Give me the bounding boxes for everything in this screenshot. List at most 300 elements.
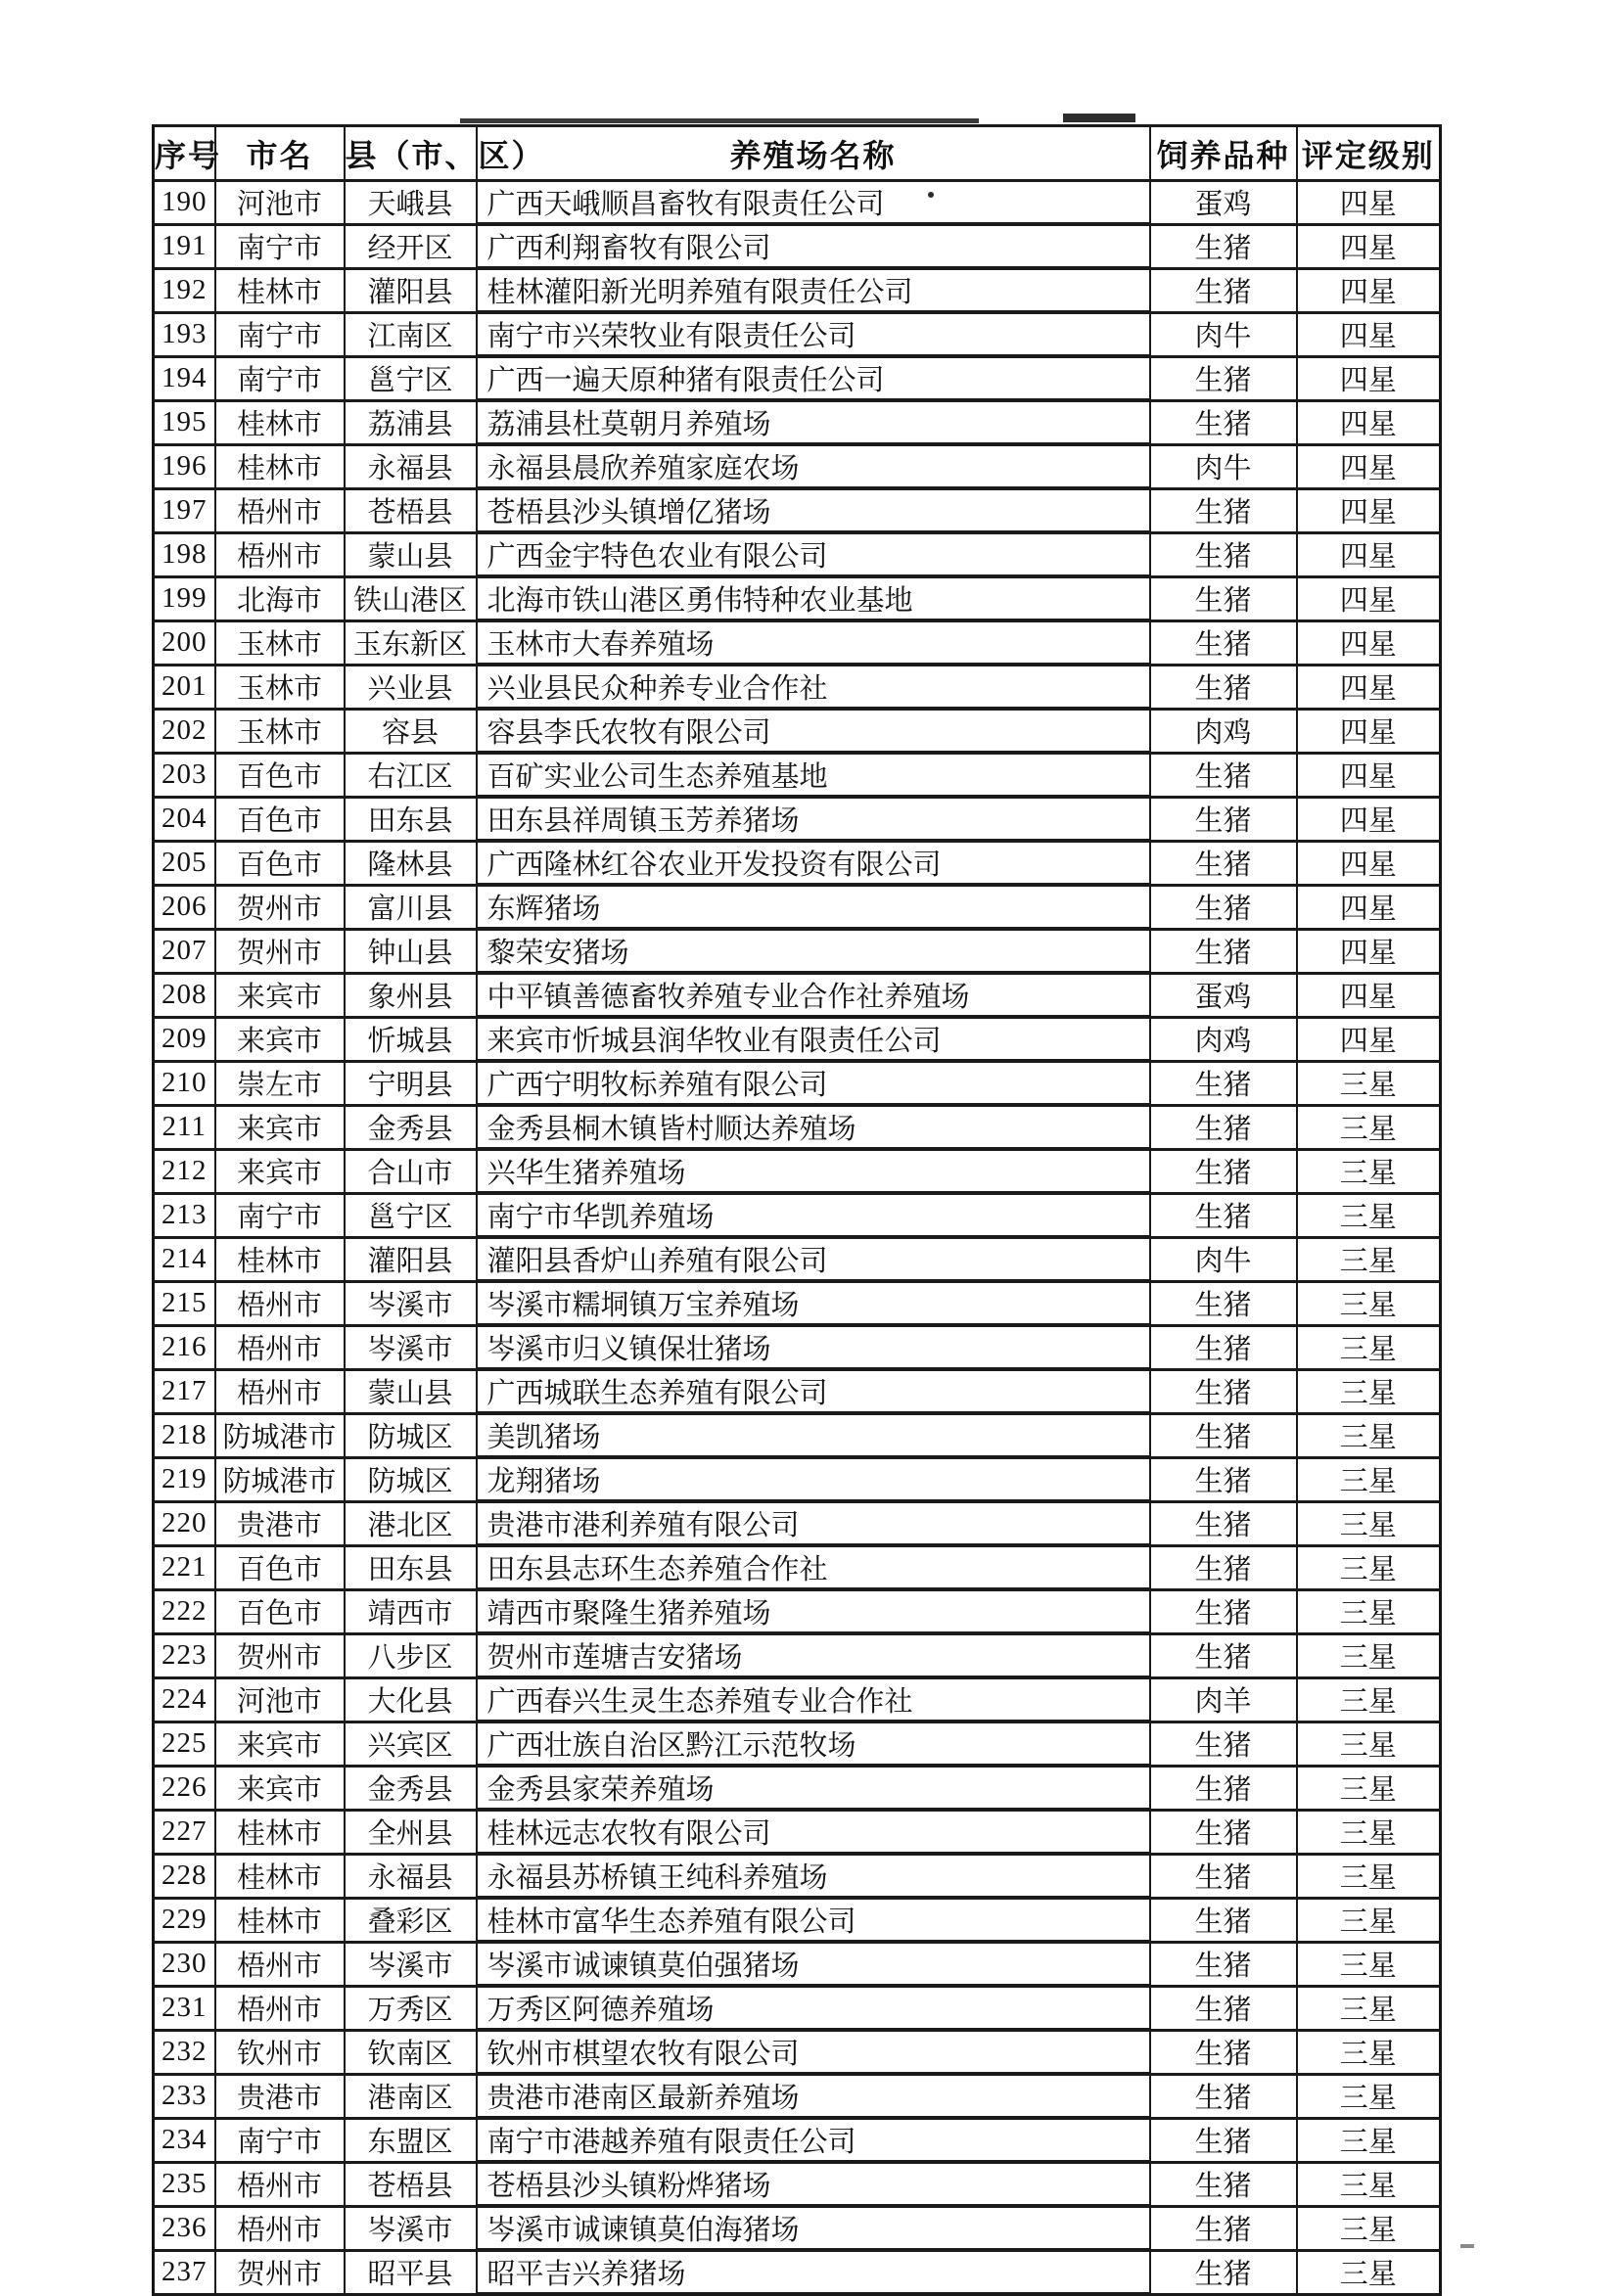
county-district-cell: 江南区 — [345, 312, 477, 356]
table-row — [154, 532, 1441, 576]
farm-name-cell: 广西金宇特色农业有限公司 — [477, 532, 1150, 576]
farm-name-cell: 广西利翔畜牧有限公司 — [477, 224, 1150, 268]
farm-name-cell: 靖西市聚隆生猪养殖场 — [477, 1589, 1150, 1633]
county-district-cell: 岑溪市 — [345, 1325, 477, 1369]
farm-name-cell: 永福县晨欣养殖家庭农场 — [477, 444, 1150, 488]
county-district-cell: 隆林县 — [345, 841, 477, 885]
county-district-cell: 忻城县 — [345, 1017, 477, 1061]
farm-name-cell: 黎荣安猪场 — [477, 929, 1150, 973]
rating-level-cell: 四星 — [1297, 532, 1441, 576]
table-row — [154, 2030, 1441, 2074]
county-district-cell: 岑溪市 — [345, 1942, 477, 1986]
table-row — [154, 400, 1441, 444]
breed-cell: 生猪 — [1150, 1942, 1297, 1986]
farm-name-cell: 美凯猪场 — [477, 1413, 1150, 1457]
scan-artifact-bottom-mark — [1460, 2244, 1474, 2248]
farm-name-cell: 田东县祥周镇玉芳养猪场 — [477, 797, 1150, 841]
sequence-number-cell: 223 — [154, 1633, 215, 1677]
breed-cell: 生猪 — [1150, 841, 1297, 885]
city-cell: 梧州市 — [215, 1325, 345, 1369]
farm-name-cell: 金秀县家荣养殖场 — [477, 1766, 1150, 1810]
county-district-cell: 经开区 — [345, 224, 477, 268]
city-cell: 钦州市 — [215, 2030, 345, 2074]
county-district-cell: 昭平县 — [345, 2250, 477, 2294]
farm-name-cell: 中平镇善德畜牧养殖专业合作社养殖场 — [477, 973, 1150, 1017]
county-district-cell: 象州县 — [345, 973, 477, 1017]
county-district-cell: 合山市 — [345, 1149, 477, 1193]
county-district-cell: 富川县 — [345, 885, 477, 929]
farm-name-cell: 永福县苏桥镇王纯科养殖场 — [477, 1854, 1150, 1898]
county-district-cell: 岑溪市 — [345, 2206, 477, 2250]
sequence-number-cell: 204 — [154, 797, 215, 841]
table-row — [154, 1766, 1441, 1810]
county-district-cell: 大化县 — [345, 1677, 477, 1722]
table-row — [154, 929, 1441, 973]
sequence-number-cell: 213 — [154, 1193, 215, 1237]
farm-name-cell: 岑溪市诚谏镇莫伯强猪场 — [477, 1942, 1150, 1986]
sequence-number-cell: 237 — [154, 2250, 215, 2294]
rating-level-cell: 三星 — [1297, 1281, 1441, 1325]
city-cell: 桂林市 — [215, 268, 345, 312]
breed-cell: 生猪 — [1150, 1545, 1297, 1589]
breed-cell: 生猪 — [1150, 532, 1297, 576]
rating-level-cell: 四星 — [1297, 885, 1441, 929]
table-row — [154, 1325, 1441, 1369]
sequence-number-cell: 190 — [154, 181, 215, 225]
table-row — [154, 1105, 1441, 1149]
breed-cell: 生猪 — [1150, 929, 1297, 973]
city-cell: 防城港市 — [215, 1413, 345, 1457]
rating-level-cell: 三星 — [1297, 1061, 1441, 1105]
city-cell: 梧州市 — [215, 1942, 345, 1986]
header-sequence-number: 序号 — [154, 126, 215, 181]
city-cell: 贺州市 — [215, 1633, 345, 1677]
rating-level-cell: 三星 — [1297, 1986, 1441, 2030]
city-cell: 百色市 — [215, 1545, 345, 1589]
rating-level-cell: 三星 — [1297, 1501, 1441, 1545]
farm-name-cell: 田东县志环生态养殖合作社 — [477, 1545, 1150, 1589]
county-district-cell: 天峨县 — [345, 181, 477, 225]
breed-cell: 生猪 — [1150, 1633, 1297, 1677]
breed-cell: 生猪 — [1150, 268, 1297, 312]
rating-level-cell: 四星 — [1297, 224, 1441, 268]
rating-level-cell: 四星 — [1297, 841, 1441, 885]
farm-name-cell: 桂林远志农牧有限公司 — [477, 1810, 1150, 1854]
breed-cell: 肉牛 — [1150, 444, 1297, 488]
breed-cell: 生猪 — [1150, 1193, 1297, 1237]
farm-name-cell: 南宁市华凯养殖场 — [477, 1193, 1150, 1237]
breed-cell: 生猪 — [1150, 2162, 1297, 2206]
breed-cell: 蛋鸡 — [1150, 973, 1297, 1017]
sequence-number-cell: 207 — [154, 929, 215, 973]
farm-name-cell: 东辉猪场 — [477, 885, 1150, 929]
farm-name-cell: 南宁市港越养殖有限责任公司 — [477, 2118, 1150, 2162]
city-cell: 梧州市 — [215, 2162, 345, 2206]
farm-name-cell: 兴业县民众种养专业合作社 — [477, 665, 1150, 709]
city-cell: 百色市 — [215, 841, 345, 885]
city-cell: 百色市 — [215, 753, 345, 797]
breed-cell: 生猪 — [1150, 1589, 1297, 1633]
breed-cell: 生猪 — [1150, 620, 1297, 665]
breed-cell: 生猪 — [1150, 1854, 1297, 1898]
sequence-number-cell: 197 — [154, 488, 215, 532]
farm-name-cell: 广西一遍天原种猪有限责任公司 — [477, 356, 1150, 400]
sequence-number-cell: 227 — [154, 1810, 215, 1854]
city-cell: 梧州市 — [215, 488, 345, 532]
breed-cell: 生猪 — [1150, 2250, 1297, 2294]
rating-level-cell: 四星 — [1297, 268, 1441, 312]
sequence-number-cell: 234 — [154, 2118, 215, 2162]
sequence-number-cell: 194 — [154, 356, 215, 400]
table-row — [154, 1722, 1441, 1766]
breed-cell: 生猪 — [1150, 1413, 1297, 1457]
farm-name-cell: 龙翔猪场 — [477, 1457, 1150, 1501]
sequence-number-cell: 193 — [154, 312, 215, 356]
farm-name-cell: 苍梧县沙头镇粉烨猪场 — [477, 2162, 1150, 2206]
city-cell: 来宾市 — [215, 1017, 345, 1061]
county-district-cell: 永福县 — [345, 1854, 477, 1898]
city-cell: 桂林市 — [215, 400, 345, 444]
header-county-district: 县（市、区） — [345, 126, 477, 181]
table-body — [154, 181, 1441, 2295]
farm-name-cell: 岑溪市诚谏镇莫伯海猪场 — [477, 2206, 1150, 2250]
table-row — [154, 488, 1441, 532]
farm-name-cell: 广西城联生态养殖有限公司 — [477, 1369, 1150, 1413]
city-cell: 贺州市 — [215, 929, 345, 973]
city-cell: 来宾市 — [215, 1149, 345, 1193]
sequence-number-cell: 196 — [154, 444, 215, 488]
rating-level-cell: 三星 — [1297, 1545, 1441, 1589]
city-cell: 百色市 — [215, 1589, 345, 1633]
table-row — [154, 709, 1441, 753]
breed-cell: 生猪 — [1150, 488, 1297, 532]
county-district-cell: 港南区 — [345, 2074, 477, 2118]
city-cell: 北海市 — [215, 576, 345, 620]
table-row — [154, 2250, 1441, 2294]
sequence-number-cell: 222 — [154, 1589, 215, 1633]
county-district-cell: 苍梧县 — [345, 2162, 477, 2206]
farm-name-cell: 万秀区阿德养殖场 — [477, 1986, 1150, 2030]
table-row — [154, 1810, 1441, 1854]
city-cell: 南宁市 — [215, 224, 345, 268]
county-district-cell: 灌阳县 — [345, 268, 477, 312]
farm-name-cell: 广西壮族自治区黔江示范牧场 — [477, 1722, 1150, 1766]
county-district-cell: 荔浦县 — [345, 400, 477, 444]
sequence-number-cell: 236 — [154, 2206, 215, 2250]
rating-level-cell: 三星 — [1297, 1105, 1441, 1149]
county-district-cell: 容县 — [345, 709, 477, 753]
county-district-cell: 灌阳县 — [345, 1237, 477, 1281]
table-row — [154, 1633, 1441, 1677]
city-cell: 河池市 — [215, 181, 345, 225]
breed-cell: 生猪 — [1150, 356, 1297, 400]
scan-artifact-dot — [928, 192, 934, 198]
breed-cell: 生猪 — [1150, 1898, 1297, 1942]
sequence-number-cell: 232 — [154, 2030, 215, 2074]
county-district-cell: 防城区 — [345, 1413, 477, 1457]
county-district-cell: 邕宁区 — [345, 356, 477, 400]
table-row — [154, 1986, 1441, 2030]
header-city: 市名 — [215, 126, 345, 181]
city-cell: 梧州市 — [215, 532, 345, 576]
farm-name-cell: 南宁市兴荣牧业有限责任公司 — [477, 312, 1150, 356]
breed-cell: 生猪 — [1150, 1149, 1297, 1193]
county-district-cell: 田东县 — [345, 1545, 477, 1589]
county-district-cell: 兴业县 — [345, 665, 477, 709]
rating-level-cell: 三星 — [1297, 1898, 1441, 1942]
table-row — [154, 1061, 1441, 1105]
farm-name-cell: 广西天峨顺昌畜牧有限责任公司 — [477, 181, 1150, 225]
county-district-cell: 靖西市 — [345, 1589, 477, 1633]
rating-level-cell: 三星 — [1297, 2250, 1441, 2294]
rating-level-cell: 三星 — [1297, 1677, 1441, 1722]
rating-level-cell: 四星 — [1297, 797, 1441, 841]
rating-level-cell: 三星 — [1297, 2206, 1441, 2250]
breed-cell: 生猪 — [1150, 1722, 1297, 1766]
sequence-number-cell: 233 — [154, 2074, 215, 2118]
sequence-number-cell: 214 — [154, 1237, 215, 1281]
breed-cell: 生猪 — [1150, 1457, 1297, 1501]
table-row — [154, 973, 1441, 1017]
table-row — [154, 797, 1441, 841]
rating-level-cell: 三星 — [1297, 1237, 1441, 1281]
breed-cell: 生猪 — [1150, 2030, 1297, 2074]
farm-name-cell: 岑溪市糯垌镇万宝养殖场 — [477, 1281, 1150, 1325]
county-district-cell: 全州县 — [345, 1810, 477, 1854]
rating-level-cell: 四星 — [1297, 665, 1441, 709]
farm-name-cell: 广西隆林红谷农业开发投资有限公司 — [477, 841, 1150, 885]
county-district-cell: 蒙山县 — [345, 1369, 477, 1413]
city-cell: 桂林市 — [215, 1854, 345, 1898]
county-district-cell: 宁明县 — [345, 1061, 477, 1105]
table-row — [154, 1017, 1441, 1061]
table-row — [154, 2118, 1441, 2162]
sequence-number-cell: 200 — [154, 620, 215, 665]
breed-cell: 肉牛 — [1150, 1237, 1297, 1281]
county-district-cell: 八步区 — [345, 1633, 477, 1677]
table-row — [154, 753, 1441, 797]
farm-name-cell: 玉林市大春养殖场 — [477, 620, 1150, 665]
rating-level-cell: 三星 — [1297, 1942, 1441, 1986]
sequence-number-cell: 210 — [154, 1061, 215, 1105]
rating-level-cell: 三星 — [1297, 1149, 1441, 1193]
rating-level-cell: 三星 — [1297, 1810, 1441, 1854]
city-cell: 百色市 — [215, 797, 345, 841]
farm-name-cell: 昭平吉兴养猪场 — [477, 2250, 1150, 2294]
rating-level-cell: 四星 — [1297, 400, 1441, 444]
county-district-cell: 金秀县 — [345, 1766, 477, 1810]
breed-cell: 生猪 — [1150, 1281, 1297, 1325]
breed-cell: 生猪 — [1150, 1501, 1297, 1545]
farm-name-cell: 容县李氏农牧有限公司 — [477, 709, 1150, 753]
table-row — [154, 2162, 1441, 2206]
farm-name-cell: 桂林灌阳新光明养殖有限责任公司 — [477, 268, 1150, 312]
breed-cell: 生猪 — [1150, 885, 1297, 929]
sequence-number-cell: 225 — [154, 1722, 215, 1766]
breed-cell: 肉牛 — [1150, 312, 1297, 356]
sequence-number-cell: 198 — [154, 532, 215, 576]
breed-cell: 生猪 — [1150, 753, 1297, 797]
farm-name-cell: 苍梧县沙头镇增亿猪场 — [477, 488, 1150, 532]
county-district-cell: 右江区 — [345, 753, 477, 797]
table-row — [154, 620, 1441, 665]
table-row — [154, 1677, 1441, 1722]
city-cell: 梧州市 — [215, 2206, 345, 2250]
breed-cell: 肉鸡 — [1150, 709, 1297, 753]
city-cell: 桂林市 — [215, 1237, 345, 1281]
city-cell: 南宁市 — [215, 356, 345, 400]
table-row — [154, 1589, 1441, 1633]
breed-cell: 生猪 — [1150, 797, 1297, 841]
rating-level-cell: 四星 — [1297, 488, 1441, 532]
city-cell: 来宾市 — [215, 1105, 345, 1149]
rating-level-cell: 三星 — [1297, 1589, 1441, 1633]
sequence-number-cell: 206 — [154, 885, 215, 929]
sequence-number-cell: 216 — [154, 1325, 215, 1369]
county-district-cell: 万秀区 — [345, 1986, 477, 2030]
city-cell: 防城港市 — [215, 1457, 345, 1501]
sequence-number-cell: 192 — [154, 268, 215, 312]
table-row — [154, 1545, 1441, 1589]
farm-rating-table — [152, 124, 1442, 2296]
sequence-number-cell: 191 — [154, 224, 215, 268]
rating-level-cell: 四星 — [1297, 1017, 1441, 1061]
table-header-row — [154, 126, 1441, 181]
rating-level-cell: 四星 — [1297, 181, 1441, 225]
rating-level-cell: 三星 — [1297, 1457, 1441, 1501]
rating-level-cell: 三星 — [1297, 2118, 1441, 2162]
scan-artifact-top-bar — [460, 118, 979, 123]
city-cell: 桂林市 — [215, 444, 345, 488]
sequence-number-cell: 230 — [154, 1942, 215, 1986]
table-row — [154, 181, 1441, 225]
table-row — [154, 1369, 1441, 1413]
table-row — [154, 2074, 1441, 2118]
table-row — [154, 444, 1441, 488]
sequence-number-cell: 221 — [154, 1545, 215, 1589]
city-cell: 南宁市 — [215, 312, 345, 356]
table-row — [154, 1281, 1441, 1325]
city-cell: 贵港市 — [215, 2074, 345, 2118]
breed-cell: 生猪 — [1150, 1810, 1297, 1854]
scan-artifact-top-blob — [1063, 114, 1135, 122]
table-row — [154, 885, 1441, 929]
sequence-number-cell: 199 — [154, 576, 215, 620]
sequence-number-cell: 218 — [154, 1413, 215, 1457]
rating-level-cell: 三星 — [1297, 2074, 1441, 2118]
county-district-cell: 蒙山县 — [345, 532, 477, 576]
city-cell: 贺州市 — [215, 2250, 345, 2294]
county-district-cell: 金秀县 — [345, 1105, 477, 1149]
table-row — [154, 312, 1441, 356]
rating-level-cell: 三星 — [1297, 1193, 1441, 1237]
breed-cell: 生猪 — [1150, 1105, 1297, 1149]
sequence-number-cell: 201 — [154, 665, 215, 709]
breed-cell: 生猪 — [1150, 400, 1297, 444]
sequence-number-cell: 205 — [154, 841, 215, 885]
county-district-cell: 邕宁区 — [345, 1193, 477, 1237]
table-row — [154, 1193, 1441, 1237]
county-district-cell: 玉东新区 — [345, 620, 477, 665]
breed-cell: 肉鸡 — [1150, 1017, 1297, 1061]
city-cell: 梧州市 — [215, 1369, 345, 1413]
city-cell: 来宾市 — [215, 1722, 345, 1766]
table-row — [154, 1237, 1441, 1281]
breed-cell: 生猪 — [1150, 2206, 1297, 2250]
city-cell: 梧州市 — [215, 1986, 345, 2030]
county-district-cell: 岑溪市 — [345, 1281, 477, 1325]
table-row — [154, 2206, 1441, 2250]
breed-cell: 生猪 — [1150, 1061, 1297, 1105]
farm-name-cell: 贵港市港南区最新养殖场 — [477, 2074, 1150, 2118]
sequence-number-cell: 203 — [154, 753, 215, 797]
sequence-number-cell: 219 — [154, 1457, 215, 1501]
county-district-cell: 东盟区 — [345, 2118, 477, 2162]
table-row — [154, 1413, 1441, 1457]
header-farm-name: 养殖场名称 — [477, 126, 1150, 181]
rating-level-cell: 四星 — [1297, 576, 1441, 620]
rating-level-cell: 三星 — [1297, 1413, 1441, 1457]
county-district-cell: 田东县 — [345, 797, 477, 841]
header-rating-level: 评定级别 — [1297, 126, 1441, 181]
farm-name-cell: 贵港市港利养殖有限公司 — [477, 1501, 1150, 1545]
city-cell: 贺州市 — [215, 885, 345, 929]
city-cell: 桂林市 — [215, 1898, 345, 1942]
sequence-number-cell: 229 — [154, 1898, 215, 1942]
sequence-number-cell: 226 — [154, 1766, 215, 1810]
rating-level-cell: 四星 — [1297, 444, 1441, 488]
rating-level-cell: 三星 — [1297, 1633, 1441, 1677]
table-row — [154, 1457, 1441, 1501]
rating-level-cell: 三星 — [1297, 2162, 1441, 2206]
county-district-cell: 兴宾区 — [345, 1722, 477, 1766]
header-breed: 饲养品种 — [1150, 126, 1297, 181]
rating-level-cell: 三星 — [1297, 2030, 1441, 2074]
farm-name-cell: 金秀县桐木镇皆村顺达养殖场 — [477, 1105, 1150, 1149]
city-cell: 来宾市 — [215, 973, 345, 1017]
breed-cell: 生猪 — [1150, 2118, 1297, 2162]
breed-cell: 生猪 — [1150, 665, 1297, 709]
breed-cell: 生猪 — [1150, 1369, 1297, 1413]
city-cell: 玉林市 — [215, 620, 345, 665]
farm-name-cell: 北海市铁山港区勇伟特种农业基地 — [477, 576, 1150, 620]
rating-level-cell: 四星 — [1297, 709, 1441, 753]
sequence-number-cell: 211 — [154, 1105, 215, 1149]
breed-cell: 蛋鸡 — [1150, 181, 1297, 225]
rating-level-cell: 四星 — [1297, 356, 1441, 400]
city-cell: 南宁市 — [215, 2118, 345, 2162]
sequence-number-cell: 215 — [154, 1281, 215, 1325]
table-row — [154, 665, 1441, 709]
city-cell: 桂林市 — [215, 1810, 345, 1854]
farm-name-cell: 灌阳县香炉山养殖有限公司 — [477, 1237, 1150, 1281]
rating-level-cell: 四星 — [1297, 753, 1441, 797]
farm-name-cell: 贺州市莲塘吉安猪场 — [477, 1633, 1150, 1677]
county-district-cell: 钟山县 — [345, 929, 477, 973]
farm-name-cell: 钦州市棋望农牧有限公司 — [477, 2030, 1150, 2074]
farm-name-cell: 广西宁明牧标养殖有限公司 — [477, 1061, 1150, 1105]
sequence-number-cell: 202 — [154, 709, 215, 753]
farm-name-cell: 桂林市富华生态养殖有限公司 — [477, 1898, 1150, 1942]
table-row — [154, 1501, 1441, 1545]
county-district-cell: 铁山港区 — [345, 576, 477, 620]
sequence-number-cell: 235 — [154, 2162, 215, 2206]
sequence-number-cell: 217 — [154, 1369, 215, 1413]
sequence-number-cell: 231 — [154, 1986, 215, 2030]
county-district-cell: 港北区 — [345, 1501, 477, 1545]
farm-name-cell: 岑溪市归义镇保壮猪场 — [477, 1325, 1150, 1369]
county-district-cell: 永福县 — [345, 444, 477, 488]
